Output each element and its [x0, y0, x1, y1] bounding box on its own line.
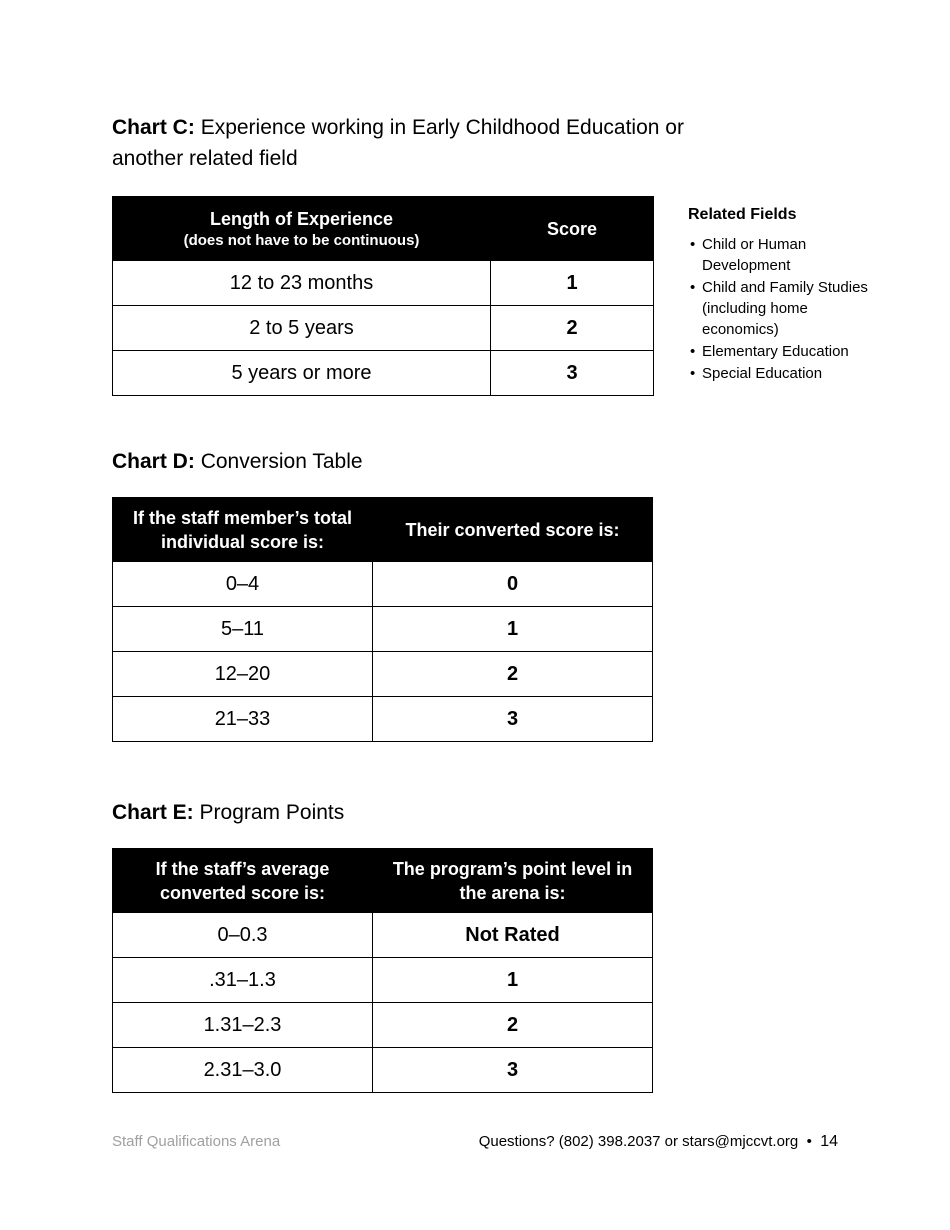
header-subtitle: (does not have to be continuous)	[183, 231, 420, 249]
page-number: 14	[820, 1133, 838, 1150]
table-row	[113, 913, 653, 958]
footer-contact-text: Questions? (802) 398.2037 or stars@mjccvt.org	[478, 1133, 799, 1150]
table-header-row	[113, 498, 653, 562]
table-row	[113, 958, 653, 1003]
value-cell: Not Rated	[373, 913, 653, 958]
list-item: • Special Education	[688, 363, 888, 384]
range-cell: 12–20	[113, 652, 373, 697]
value-cell: 2	[373, 1003, 653, 1048]
chart-e-title-label: Chart E:	[112, 801, 194, 824]
related-fields-list	[688, 234, 888, 384]
range-cell: 2.31–3.0	[113, 1048, 373, 1093]
score-header: Score	[491, 197, 654, 261]
table-row	[113, 1003, 653, 1048]
chart-e-title	[112, 797, 344, 828]
value-cell: 3	[373, 1048, 653, 1093]
table-header-row	[113, 849, 653, 913]
list-item: • Elementary Education	[688, 341, 888, 362]
average-score-header: If the staff’s average converted score is:	[113, 849, 373, 913]
list-item: • Child or Human Development	[688, 234, 888, 276]
experience-cell: 2 to 5 years	[113, 306, 491, 351]
header-main: Length of Experience	[209, 208, 394, 229]
chart-e-title-text: Program Points	[199, 801, 345, 824]
value-cell: 1	[373, 607, 653, 652]
length-of-experience-header	[113, 197, 491, 261]
footer-contact	[479, 1133, 838, 1151]
footer-section-name: Staff Qualifications Arena	[112, 1133, 281, 1150]
range-cell: 5–11	[113, 607, 373, 652]
list-item: • Child and Family Studies (including home economics)	[688, 277, 888, 340]
value-cell: 2	[373, 652, 653, 697]
table-row	[113, 652, 653, 697]
table-header-row	[113, 197, 654, 261]
chart-d-table	[112, 497, 653, 742]
chart-d-title-label: Chart D:	[112, 450, 195, 473]
score-cell: 2	[491, 306, 654, 351]
chart-c-title	[112, 112, 712, 174]
value-cell: 1	[373, 958, 653, 1003]
range-cell: 1.31–2.3	[113, 1003, 373, 1048]
score-cell: 1	[491, 261, 654, 306]
chart-c-title-text: Experience working in Early Childhood Education or another related field	[112, 116, 684, 170]
range-cell: 0–4	[113, 562, 373, 607]
related-fields-title: Related Fields	[688, 206, 797, 223]
total-score-header: If the staff member’s total individual score is:	[113, 498, 373, 562]
footer-separator: •	[806, 1133, 812, 1150]
table-row	[113, 261, 654, 306]
chart-e-table	[112, 848, 653, 1093]
converted-score-header: Their converted score is:	[373, 498, 653, 562]
value-cell: 0	[373, 562, 653, 607]
related-fields-panel	[688, 206, 888, 385]
table-row	[113, 697, 653, 742]
table-row	[113, 562, 653, 607]
chart-c-table	[112, 196, 654, 396]
score-cell: 3	[491, 351, 654, 396]
experience-cell: 5 years or more	[113, 351, 491, 396]
chart-d-title	[112, 446, 363, 477]
range-cell: 0–0.3	[113, 913, 373, 958]
table-row	[113, 607, 653, 652]
table-row	[113, 351, 654, 396]
experience-cell: 12 to 23 months	[113, 261, 491, 306]
value-cell: 3	[373, 697, 653, 742]
chart-d-title-text: Conversion Table	[200, 450, 363, 473]
point-level-header: The program’s point level in the arena is:	[373, 849, 653, 913]
chart-c-title-label: Chart C:	[112, 116, 195, 139]
range-cell: .31–1.3	[113, 958, 373, 1003]
table-row	[113, 306, 654, 351]
range-cell: 21–33	[113, 697, 373, 742]
table-row	[113, 1048, 653, 1093]
